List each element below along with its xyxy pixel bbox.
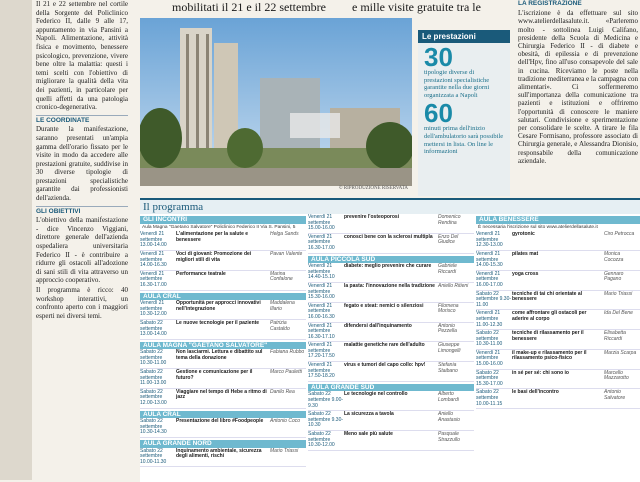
heading-obiettivi: GLI OBIETTIVI xyxy=(36,206,128,217)
program-speaker: Domenico Rendina xyxy=(438,214,461,226)
program-date: Venerdì 21 settembre 17.50-18.20 xyxy=(308,362,335,380)
program-section-header: AULA GRANDE SUD xyxy=(308,384,474,392)
program-date: Sabato 22 settembre 11.00-13.00 xyxy=(140,369,167,387)
program-speaker: Marcello Mazzarotto xyxy=(604,369,629,382)
program-speaker: Patrizia Castaldo xyxy=(270,319,290,332)
hospital-photo xyxy=(140,18,412,186)
program-topic: diabete: meglio prevenire che curare xyxy=(344,263,432,270)
stat-text-60: minuti prima dell'inizio dell'ambulatorio sarà possibile mettersi in lista. On line le informazioni xyxy=(424,125,504,156)
program-row xyxy=(140,320,306,340)
photo-caption: © RIPRODUZIONE RISERVATA xyxy=(338,186,408,191)
program-row xyxy=(308,342,474,362)
program-date: Venerdì 21 settembre 15.00-16.00 xyxy=(476,349,503,368)
program-row xyxy=(140,300,306,320)
program-date: Venerdì 21 settembre 15.30-16.00 xyxy=(308,282,335,301)
program-topic: Performance teatrale xyxy=(176,270,226,277)
program-row xyxy=(476,330,640,350)
program-speaker: Maddalena Illario xyxy=(270,300,295,312)
program-speaker: Aniello Anastasio xyxy=(438,411,460,423)
program-row xyxy=(140,418,306,438)
program-section-header: GLI INCONTRI xyxy=(140,216,306,224)
program-section-header: AULA GRANDE NORD xyxy=(140,440,306,448)
program-row xyxy=(140,271,306,291)
program-date: Sabato 22 settembre 10.00-11.15 xyxy=(476,389,503,407)
program-date: Venerdì 21 settembre 17.20-17.50 xyxy=(308,342,335,360)
program-speaker: Ida Del Bene xyxy=(604,310,633,317)
program-topic: Viaggiare nel tempo di Hebe a ritmo di jazz xyxy=(176,388,267,401)
program-topic: virus e tumori del capo collo: hpv! xyxy=(344,362,426,369)
program-date: Venerdì 21 settembre 12.30-13.00 xyxy=(476,231,503,249)
program-section-header: AULA PICCOLA SUD xyxy=(308,256,474,264)
program-speaker: Mario Triassi xyxy=(270,447,299,454)
program-speaker: Mario Triassi xyxy=(604,290,633,297)
program-speaker: Enzo Del Giudice xyxy=(438,233,459,246)
program-date: Venerdì 21 settembre 16.30-17.00 xyxy=(140,270,167,288)
program-speaker: Gabriele Riccardi xyxy=(438,263,457,275)
program-speaker: Giuseppe Limongelli xyxy=(438,342,461,354)
program-topic: pilates mat xyxy=(512,250,539,257)
program-date: Venerdì 21 settembre 16.30-17.10 xyxy=(308,322,335,340)
program-topic: Presentazione del libro #Foodpeople xyxy=(176,418,264,425)
headline-left: mobilitati il 21 e il 22 settembre xyxy=(172,0,326,14)
program-topic: in sé per sé: chi sono io xyxy=(512,369,569,376)
program-topic: Non lasciarmi. Lettura e dibattito sul tema della donazione xyxy=(176,349,263,361)
program-title: Il programma xyxy=(140,200,640,214)
program-topic: Gestione e comunicazione per il futuro? xyxy=(176,369,253,381)
program-date: Venerdì 21 settembre 16.00-17.00 xyxy=(476,270,503,288)
program-row xyxy=(140,251,306,271)
program-row xyxy=(140,369,306,389)
program-row xyxy=(140,231,306,251)
program-speaker: Marzia Scarpa xyxy=(604,349,637,356)
program-row xyxy=(308,362,474,382)
program-row xyxy=(476,231,640,251)
program-section-header: AULA MAGNA "GAETANO SALVATORE" xyxy=(140,342,306,350)
program-topic: prevenire l'osteoporosi xyxy=(344,214,400,220)
program-date: Sabato 22 settembre 9.30-11.00 xyxy=(476,290,512,308)
program-row xyxy=(476,350,640,370)
program-row xyxy=(476,291,640,311)
program-topic: gyrotonic xyxy=(512,231,535,238)
stat-text-30: tipologie diverse di prestazioni specialistiche garantite nella due giorni organizzata a Napoli xyxy=(424,69,490,99)
program-date: Sabato 22 settembre 9.00-9.30 xyxy=(308,391,344,409)
program-topic: yoga cross xyxy=(512,270,539,277)
program-speaker: Pasquale Strazzullo xyxy=(438,431,460,443)
program-topic: tecniche di tai chi orientate al benessere xyxy=(512,290,583,303)
program-speaker: Pavan Valente xyxy=(270,250,303,257)
program-speaker: Fabiana Rubbo xyxy=(270,349,305,356)
program-topic: le basi dell'incontro xyxy=(512,389,559,396)
program-speaker: Filomena Morisco xyxy=(438,302,459,315)
program-date: Sabato 22 settembre 15.30-17.00 xyxy=(476,369,503,387)
program-speaker: Antonio Pezzella xyxy=(438,322,457,335)
program-row xyxy=(476,389,640,409)
hospital-building-illustration xyxy=(140,18,412,186)
heading-registrazione: LA REGISTRAZIONE xyxy=(518,0,582,7)
program-column-1 xyxy=(140,214,306,467)
program-row xyxy=(308,323,474,343)
program-row xyxy=(308,263,474,283)
program-section-header: AULA CRAL xyxy=(140,293,306,301)
program-speaker: Gennaro Pagano xyxy=(604,270,624,283)
program-topic: come affrontare gli ostacoli per aderire al corpo xyxy=(512,310,587,322)
program-row xyxy=(140,349,306,369)
program-date: Venerdì 21 settembre 10.30-12.00 xyxy=(140,300,167,318)
stats-header: Le prestazioni xyxy=(418,30,510,43)
program-section-subtitle: Aula Magna "Gaetano Salvatore" Policlinico Federico II Via S. Pansini, 5 xyxy=(142,224,296,230)
program-speaker: Monica Cocozza xyxy=(604,250,624,263)
program-date: Venerdì 21 settembre 14.00-16.30 xyxy=(140,250,167,269)
program-row xyxy=(308,283,474,303)
program-date: Venerdì 21 settembre 16.00-16.30 xyxy=(308,302,335,320)
program-speaker: Stefania Staibano xyxy=(438,362,458,374)
program-date: Sabato 22 settembre 10.30-11.00 xyxy=(476,330,503,348)
program-row xyxy=(308,234,474,254)
program-row xyxy=(308,411,474,431)
program-topic: fegato e steat: nemici o silenziosi xyxy=(344,302,424,309)
program-row xyxy=(308,214,474,234)
program-speaker: Aniello Ritieni xyxy=(438,282,469,289)
program-row xyxy=(476,370,640,390)
program-date: Venerdì 21 settembre 16.30-17.00 xyxy=(308,233,335,251)
headline-right: e mille visite gratuite tra le xyxy=(352,0,481,14)
program-row xyxy=(308,303,474,323)
program-date: Sabato 22 settembre 10.00-11.30 xyxy=(140,447,167,465)
program-column-3 xyxy=(476,214,640,409)
obiettivi-paragraph: L'obiettivo della manifestazione - dice Vincenzo Viggiani, direttore generale dell'azienda ospedaliera universitaria Federico II - è contribuire a ridurre gli ostacoli all'adozione di sani stili di vita attraverso un approccio cooperativo. xyxy=(36,216,128,285)
program-section-subtitle: È necessaria l'iscrizione sul sito www.atelierdellasalute.it xyxy=(478,224,598,230)
program-topic: tecniche di rilassamento per il benessere xyxy=(512,330,584,342)
program-date: Sabato 22 settembre 9.30-10.30 xyxy=(308,411,344,429)
program-speaker: Marco Pauletti xyxy=(270,369,302,376)
program-date: Venerdì 21 settembre 15.00-16.00 xyxy=(308,214,335,232)
registrazione-paragraph: L'iscrizione è da effettuare sul sito www.atelierdellasalute.it. «Parleremo molto - sottolinea Luigi Califano, presidente della Scuola di Medicina e Chirurgia Federico II - di diabete e obesità, di epilessia e di prevenzione dell'Hpv, fino all'uso consapevole del sale in cucina. Riceviamo le poste nella tradizione mediterranea e la campagna con alimentari». Ci soffermeremo sull'importanza della comunicazione tra pazienti e istituzioni e offriremo l'opportunità di conoscere le maniere salutari. Condivisione e sperimentazione per consolidare le scelte. A tirare le fila Cesare Formisano, professore associato di Chirurgia generale, e Alessandra Dionisio, responsabile della comunicazione aziendale. xyxy=(518,9,638,165)
program-speaker: Marina Confalone xyxy=(270,270,293,283)
program-box xyxy=(140,198,640,482)
program-row xyxy=(140,448,306,468)
program-topic: Opportunità per approcci innovativi nell'integrazione xyxy=(176,300,261,312)
program-topic: Voci di giovani: Promozione dei migliori stili di vita xyxy=(176,250,252,263)
program-row xyxy=(308,391,474,411)
stat-number-30: 30 xyxy=(424,42,453,72)
right-article-column xyxy=(514,0,640,196)
heading-coordinate: LE COORDINATE xyxy=(36,115,128,126)
program-date: Sabato 22 settembre 10.30-12.00 xyxy=(308,431,335,449)
program-speaker: Elisabetta Riccardi xyxy=(604,330,626,342)
program-topic: La sicurezza a tavola xyxy=(344,411,394,418)
program-topic: Inquinamento ambientale, sicurezza degli alimenti, rischi xyxy=(176,447,262,460)
program-row xyxy=(476,310,640,330)
program-date: Sabato 22 settembre 12.00-13.00 xyxy=(140,388,167,407)
headline-banner xyxy=(140,0,510,18)
program-speaker: Danilo Rea xyxy=(270,388,295,395)
program-section-header: AULA CRAL xyxy=(140,411,306,419)
program-speaker: Helga Sands xyxy=(270,231,299,238)
program-topic: il make-up e rilassamento per il rilassamento psico-fisico xyxy=(512,349,587,362)
program-topic: la pasta: l'innovazione nella tradizione xyxy=(344,282,435,289)
program-speaker: Antonio Salvatore xyxy=(604,389,626,402)
program-row xyxy=(140,389,306,409)
coordinate-paragraph: Durante la manifestazione, saranno presentati un'ampia gamma dell'orario fissato per le visite in modo da accedere alle prestazioni gratuite, suddivise in 30 diverse tipologie di prestazioni specialistiche garantite dai professionisti dell'azienda. xyxy=(36,125,128,203)
program-date: Venerdì 21 settembre 11.00-12.30 xyxy=(476,310,503,328)
program-date: Sabato 22 settembre 10.30-14.30 xyxy=(140,418,167,436)
stat-number-60: 60 xyxy=(424,98,453,129)
program-date: Venerdì 21 settembre 14.40-15.10 xyxy=(308,263,335,281)
program-topic: Le nuove tecnologie per il paziente xyxy=(176,319,260,326)
program-date: Venerdì 21 settembre 14.00-15.30 xyxy=(476,250,503,269)
program-topic: L'alimentazione per la salute e benessere xyxy=(176,231,249,243)
program-topic: malattie genetiche rare dell'adulto xyxy=(344,342,425,349)
intro-paragraph: Il 21 e 22 settembre nel cortile della Sorgente del Policlinico Federico II, dalle 9 alle 17, appuntamento in via Pansini a Napoli. Alimentazione, attività fisica e movimento, benessere psicologico, prevenzione, vivere bene oltre la malattia: questi i temi scelti con l'obiettivo di migliorare la qualità della vita dei pazienti, in particolare per quelli affetti da una patologia cronico-degenerativa. xyxy=(36,0,128,112)
program-row xyxy=(476,271,640,291)
program-date: Sabato 22 settembre 13.00-14.00 xyxy=(140,319,167,338)
program-topic: Le tecnologie nel controllo xyxy=(344,391,408,398)
stats-box xyxy=(418,30,510,196)
program-speaker: Antonio Coco xyxy=(270,418,301,425)
left-article-column xyxy=(0,0,134,480)
program-speaker: Ciro Petrocca xyxy=(604,231,635,238)
program-date: Venerdì 21 settembre 13.00-14.00 xyxy=(140,231,167,249)
program-topic: conosci bene con la sclerosi multipla xyxy=(344,233,433,240)
program-topic: Meno sale più salute xyxy=(344,431,393,437)
program-date: Sabato 22 settembre 10.30-11.00 xyxy=(140,349,167,367)
program-row xyxy=(308,431,474,451)
program-paragraph: Il programma è ricco: 40 workshop interattivi, un confronto aperto con i maggiori esperti nei diversi temi. xyxy=(36,286,128,320)
program-section-header: AULA BENESSERE xyxy=(476,216,640,224)
program-topic: difendersi dall'inquinamento xyxy=(344,322,412,329)
program-column-2 xyxy=(308,214,474,451)
program-row xyxy=(476,251,640,271)
program-speaker: Alberto Lombardi xyxy=(438,391,459,404)
